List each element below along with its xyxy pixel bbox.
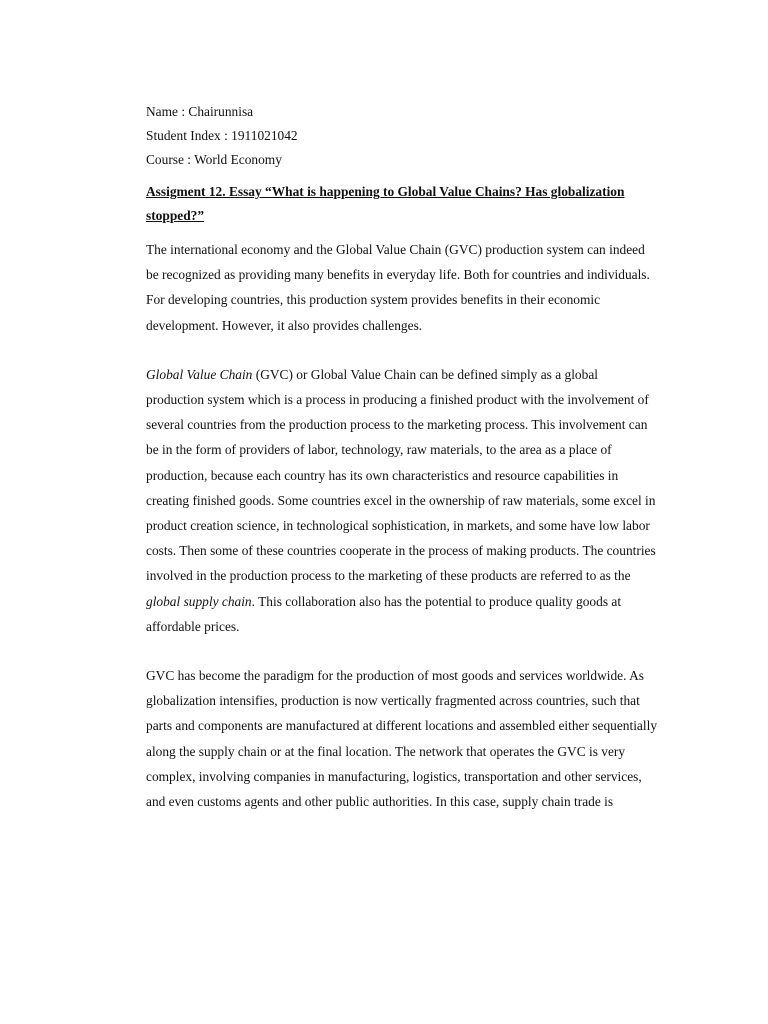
paragraph-gvc-definition	[146, 362, 658, 639]
paragraph-gvc-text-2: . This collaboration also has the potential to produce quality goods at affordable prices.	[146, 593, 622, 634]
assignment-title: Assigment 12. Essay “What is happening to Global Value Chains? Has globalization stopped?”	[146, 184, 625, 223]
paragraph-intro: The international economy and the Global Value Chain (GVC) production system can indeed be recognized as providing many benefits in everyday life. Both for countries and individuals. For developing countries, this production system provides benefits in their economic development. However, it also provides challenges.	[146, 242, 650, 333]
paragraph-gvc-text-1: (GVC) or Global Value Chain can be defined simply as a global production system which is a process in producing a finished product with the involvement of several countries from the production process to the marketing process. This involvement can be in the form of providers of labor, technology, raw materials, to the area as a place of production, because each country has its own characteristics and resource capabilities in creating finished goods. Some countries excel in the ownership of raw materials, some excel in product creation science, in technological sophistication, in markets, and some have low labor costs. Then some of these countries cooperate in the process of making products. The countries involved in the production process to the marketing of these products are referred to as the	[146, 366, 656, 584]
student-name: Name : Chairunnisa	[146, 104, 254, 119]
paragraph-gvc-paradigm: GVC has become the paradigm for the production of most goods and services worldwide. As globalization intensifies, production is now vertically fragmented across countries, such that parts and components are manufactured at different locations and assembled either sequentially along the supply chain or at the final location. The network that operates the GVC is very complex, involving companies in manufacturing, logistics, transportation and other services, and even customs agents and other public authorities. In this case, supply chain trade is	[146, 668, 658, 810]
student-index: Student Index : 1911021042	[146, 128, 298, 143]
document-page	[146, 100, 658, 814]
course-name: Course : World Economy	[146, 152, 282, 167]
term-global-value-chain: Global Value Chain	[146, 366, 253, 382]
term-global-supply-chain: global supply chain	[146, 593, 252, 609]
